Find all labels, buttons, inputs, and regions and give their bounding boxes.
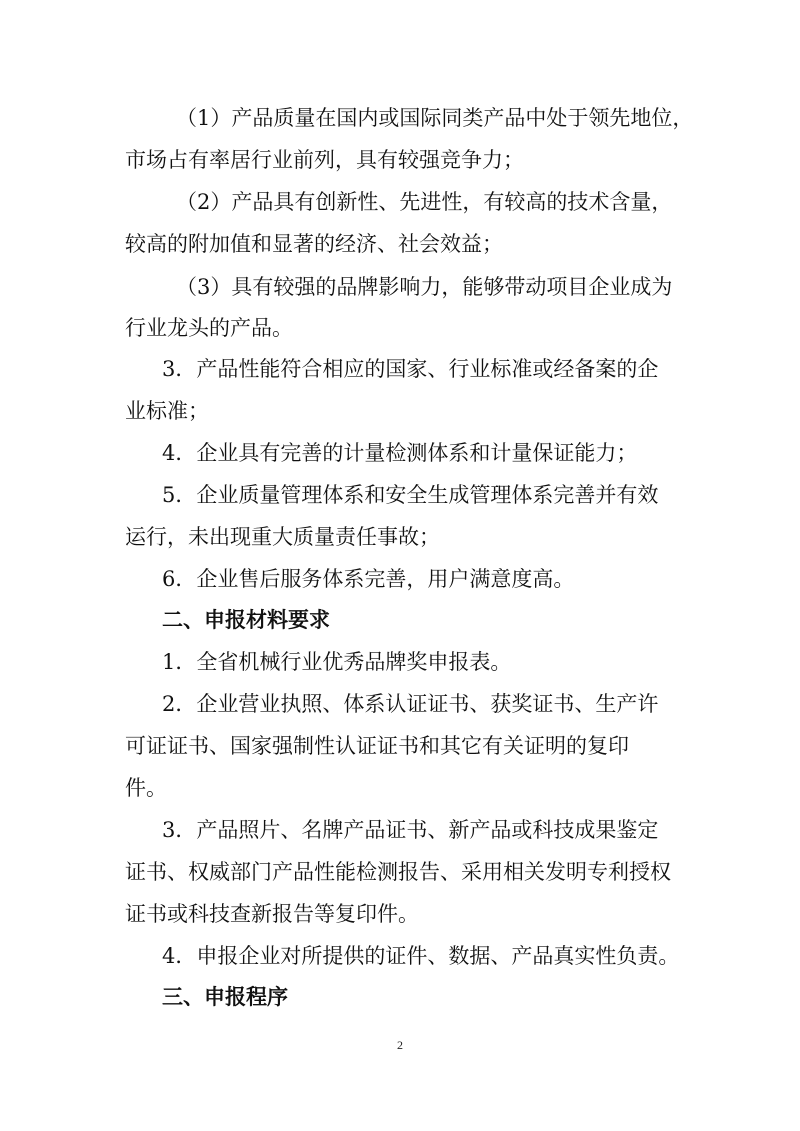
page-number: 2 [397, 1038, 403, 1052]
section-heading-materials: 二、申报材料要求 [162, 607, 330, 632]
material-3-line-2: 证书、权威部门产品性能检测报告、采用相关发明专利授权 [125, 860, 671, 884]
item-5-line-1: 5．企业质量管理体系和安全生成管理体系完善并有效 [162, 483, 659, 507]
item-5-line-2: 运行，未出现重大质量责任事故； [125, 525, 440, 549]
item-6-line-1: 6．企业售后服务体系完善，用户满意度高。 [162, 567, 575, 591]
criterion-3-line-1: （3）具有较强的品牌影响力，能够带动项目企业成为 [176, 275, 673, 299]
criterion-1-line-1: （1）产品质量在国内或国际同类产品中处于领先地位， [176, 106, 694, 130]
material-2-line-2: 可证证书、国家强制性认证证书和其它有关证明的复印 [125, 734, 629, 758]
item-3-line-2: 业标准； [125, 399, 209, 423]
item-3-line-1: 3．产品性能符合相应的国家、行业标准或经备案的企 [162, 357, 659, 381]
criterion-2-line-1: （2）产品具有创新性、先进性，有较高的技术含量， [176, 190, 673, 214]
section-heading-procedure: 三、申报程序 [162, 984, 288, 1009]
item-4-line-1: 4．企业具有完善的计量检测体系和计量保证能力； [162, 441, 638, 465]
material-2-line-3: 件。 [125, 776, 167, 800]
criterion-3-line-2: 行业龙头的产品。 [125, 316, 293, 340]
material-4-line-1: 4．申报企业对所提供的证件、数据、产品真实性负责。 [162, 944, 680, 968]
criterion-2-line-2: 较高的附加值和显著的经济、社会效益； [125, 232, 503, 256]
criterion-1-line-2: 市场占有率居行业前列，具有较强竞争力； [125, 148, 524, 172]
material-1-line-1: 1．全省机械行业优秀品牌奖申报表。 [162, 650, 512, 674]
material-2-line-1: 2．企业营业执照、体系认证证书、获奖证书、生产许 [162, 692, 659, 716]
material-3-line-3: 证书或科技查新报告等复印件。 [125, 902, 419, 926]
material-3-line-1: 3．产品照片、名牌产品证书、新产品或科技成果鉴定 [162, 818, 659, 842]
